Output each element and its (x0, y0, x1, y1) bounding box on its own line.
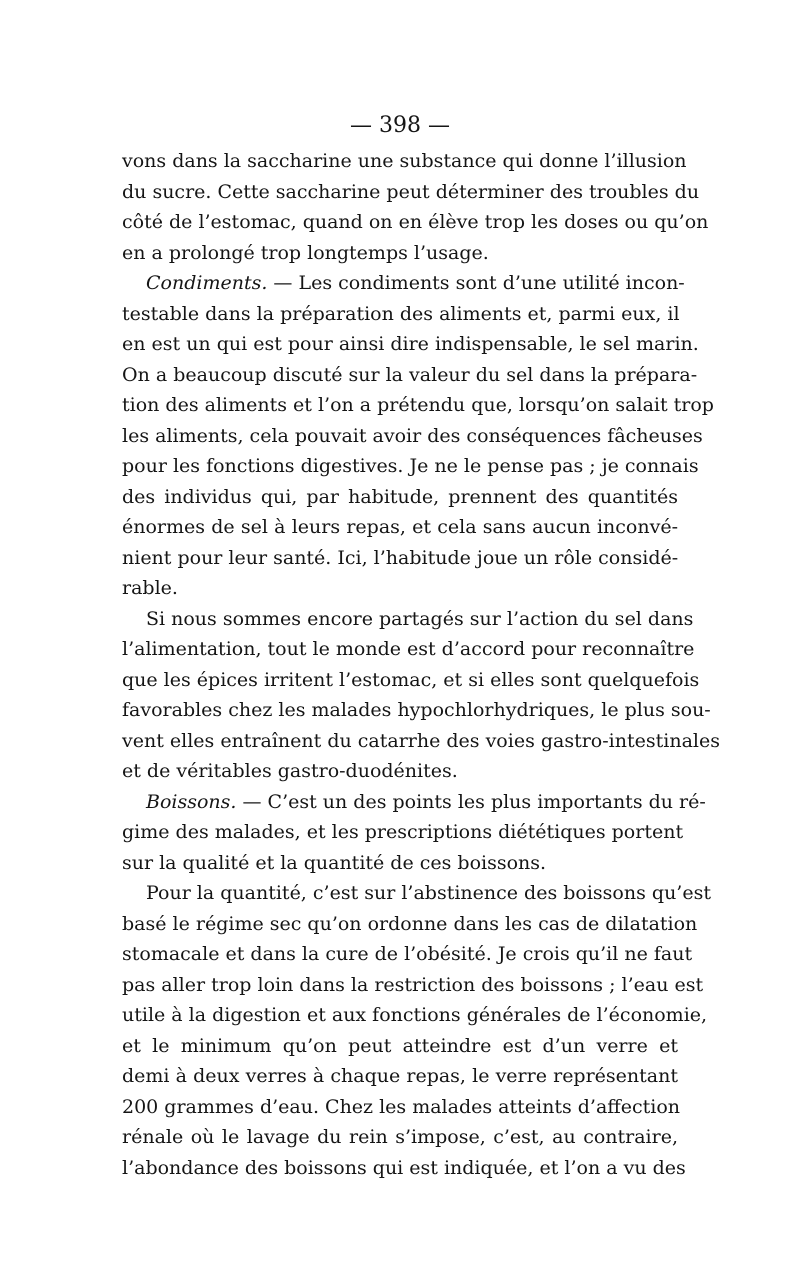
text-line: des individus qui, par habitude, prennent des quantités (122, 485, 678, 508)
text-line: et le minimum qu’on peut atteindre est d’un verre et (122, 1034, 678, 1057)
text-line-rest: — C’est un des points les plus importants du ré- (236, 790, 706, 813)
text-line: en est un qui est pour ainsi dire indispensable, le sel marin. (122, 333, 699, 355)
text-line-rest: — Les condiments sont d’une utilité incon- (267, 272, 685, 294)
text-line: les aliments, cela pouvait avoir des conséquences fâcheuses (122, 424, 703, 447)
text-line: vons dans la saccharine une substance qui donne l’illusion (122, 150, 687, 172)
text-line: testable dans la préparation des aliments et, parmi eux, il (122, 302, 680, 325)
text-line: pas aller trop loin dans la restriction des boissons ; l’eau est (122, 973, 704, 996)
text-line: favorables chez les malades hypochlorhydriques, le plus sou- (122, 699, 711, 721)
text-line: demi à deux verres à chaque repas, le verre représentant (122, 1065, 678, 1087)
text-line: On a beaucoup discuté sur la valeur du sel dans la prépara- (122, 363, 698, 386)
text-line: gime des malades, et les prescriptions diététiques portent (122, 821, 684, 843)
body-text (122, 146, 720, 1183)
text-line: côté de l’estomac, quand on en élève trop les doses ou qu’on (122, 211, 709, 233)
text-line: pour les fonctions digestives. Je ne le pense pas ; je connais (122, 455, 699, 477)
text-line: 200 grammes d’eau. Chez les malades atteints d’affection (122, 1095, 681, 1118)
text-line: tion des aliments et l’on a prétendu que, lorsqu’on salait trop (122, 394, 714, 416)
text-line: nient pour leur santé. Ici, l’habitude joue un rôle considé- (122, 546, 679, 569)
text-line: et de véritables gastro-duodénites. (122, 760, 458, 782)
text-line: Si nous sommes encore partagés sur l’action du sel dans (146, 607, 694, 630)
text-line: rable. (122, 577, 178, 599)
section-heading-condiments: Condiments. (146, 272, 268, 294)
text-line: rénale où le lavage du rein s’impose, c’est, au contraire, (122, 1126, 678, 1148)
text-line: vent elles entraînent du catarrhe des voies gastro-intestinales (122, 729, 720, 752)
section-heading-boissons: Boissons. (146, 790, 237, 813)
text-line: l’abondance des boissons qui est indiquée, et l’on a vu des (122, 1156, 686, 1179)
text-line: utile à la digestion et aux fonctions générales de l’économie, (122, 1004, 708, 1026)
text-line: Pour la quantité, c’est sur l’abstinence des boissons qu’est (146, 882, 711, 904)
text-line: sur la qualité et la quantité de ces boissons. (122, 851, 547, 874)
text-line: basé le régime sec qu’on ordonne dans les cas de dilatation (122, 912, 698, 935)
text-line (122, 787, 706, 818)
text-line: en a prolongé trop longtemps l’usage. (122, 241, 489, 264)
text-line: l’alimentation, tout le monde est d’accord pour reconnaître (122, 638, 695, 660)
text-line: du sucre. Cette saccharine peut déterminer des troubles du (122, 180, 700, 203)
text-line: énormes de sel à leurs repas, et cela sans aucun inconvé- (122, 516, 678, 538)
text-line (122, 268, 685, 299)
text-line: stomacale et dans la cure de l’obésité. Je crois qu’il ne faut (122, 943, 693, 965)
text-line: que les épices irritent l’estomac, et si elles sont quelquefois (122, 668, 700, 691)
page-number: — 398 — (350, 113, 450, 138)
